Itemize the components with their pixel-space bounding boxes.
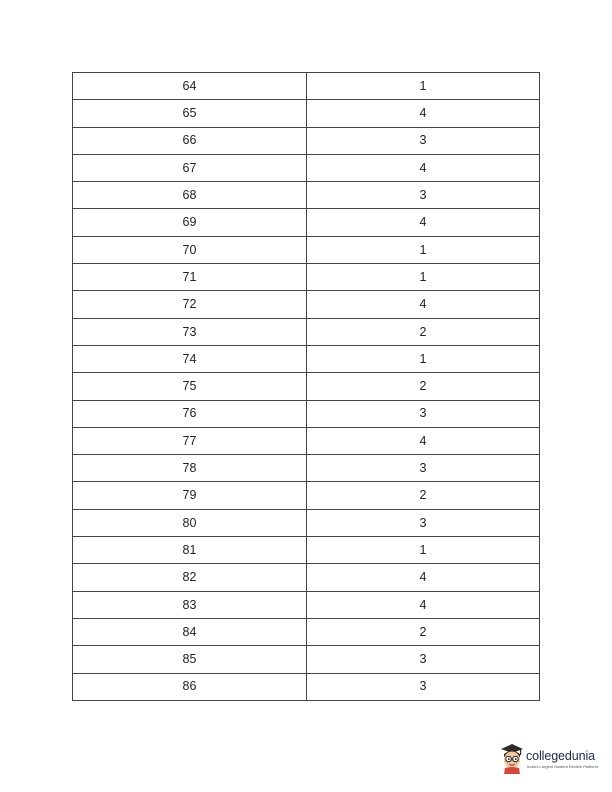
answer-option-cell: 4 (307, 100, 540, 127)
table-row (73, 100, 540, 127)
answer-key-rows (73, 73, 540, 701)
answer-option-cell: 1 (307, 537, 540, 564)
table-row (73, 646, 540, 673)
table-row (73, 373, 540, 400)
brand-tagline: India's Largest Student Review Platform (527, 764, 599, 769)
question-number-cell: 75 (73, 373, 307, 400)
brand-name: collegedunia (526, 749, 595, 763)
question-number-cell: 65 (73, 100, 307, 127)
table-row (73, 509, 540, 536)
table-row (73, 455, 540, 482)
question-number-cell: 84 (73, 618, 307, 645)
answer-option-cell: 3 (307, 400, 540, 427)
collegedunia-logo (499, 742, 609, 776)
answer-option-cell: 3 (307, 646, 540, 673)
table-row (73, 345, 540, 372)
answer-option-cell: 3 (307, 673, 540, 700)
answer-option-cell: 3 (307, 182, 540, 209)
question-number-cell: 83 (73, 591, 307, 618)
answer-option-cell: 1 (307, 345, 540, 372)
table-row (73, 400, 540, 427)
table-row (73, 154, 540, 181)
answer-option-cell: 2 (307, 318, 540, 345)
answer-option-cell: 3 (307, 509, 540, 536)
answer-option-cell: 2 (307, 482, 540, 509)
question-number-cell: 80 (73, 509, 307, 536)
table-row (73, 73, 540, 100)
answer-option-cell: 1 (307, 264, 540, 291)
table-row (73, 618, 540, 645)
question-number-cell: 72 (73, 291, 307, 318)
table-row (73, 209, 540, 236)
question-number-cell: 71 (73, 264, 307, 291)
question-number-cell: 76 (73, 400, 307, 427)
question-number-cell: 79 (73, 482, 307, 509)
question-number-cell: 64 (73, 73, 307, 100)
question-number-cell: 69 (73, 209, 307, 236)
answer-option-cell: 1 (307, 236, 540, 263)
answer-option-cell: 3 (307, 127, 540, 154)
table-row (73, 264, 540, 291)
question-number-cell: 82 (73, 564, 307, 591)
answer-option-cell: 4 (307, 291, 540, 318)
answer-option-cell: 1 (307, 73, 540, 100)
answer-option-cell: 4 (307, 564, 540, 591)
table-row (73, 236, 540, 263)
answer-option-cell: 2 (307, 373, 540, 400)
table-row (73, 427, 540, 454)
table-row (73, 591, 540, 618)
table-row (73, 291, 540, 318)
answer-option-cell: 4 (307, 154, 540, 181)
answer-option-cell: 4 (307, 427, 540, 454)
answer-option-cell: 2 (307, 618, 540, 645)
question-number-cell: 86 (73, 673, 307, 700)
answer-option-cell: 4 (307, 209, 540, 236)
question-number-cell: 78 (73, 455, 307, 482)
question-number-cell: 66 (73, 127, 307, 154)
table-row (73, 482, 540, 509)
table-row (73, 537, 540, 564)
question-number-cell: 73 (73, 318, 307, 345)
question-number-cell: 81 (73, 537, 307, 564)
question-number-cell: 77 (73, 427, 307, 454)
table-row (73, 127, 540, 154)
student-mascot-icon (499, 742, 525, 774)
question-number-cell: 85 (73, 646, 307, 673)
question-number-cell: 67 (73, 154, 307, 181)
table-row (73, 673, 540, 700)
answer-key-table (72, 72, 540, 701)
table-row (73, 564, 540, 591)
answer-option-cell: 4 (307, 591, 540, 618)
table-row (73, 182, 540, 209)
question-number-cell: 68 (73, 182, 307, 209)
table-row (73, 318, 540, 345)
question-number-cell: 74 (73, 345, 307, 372)
question-number-cell: 70 (73, 236, 307, 263)
answer-option-cell: 3 (307, 455, 540, 482)
